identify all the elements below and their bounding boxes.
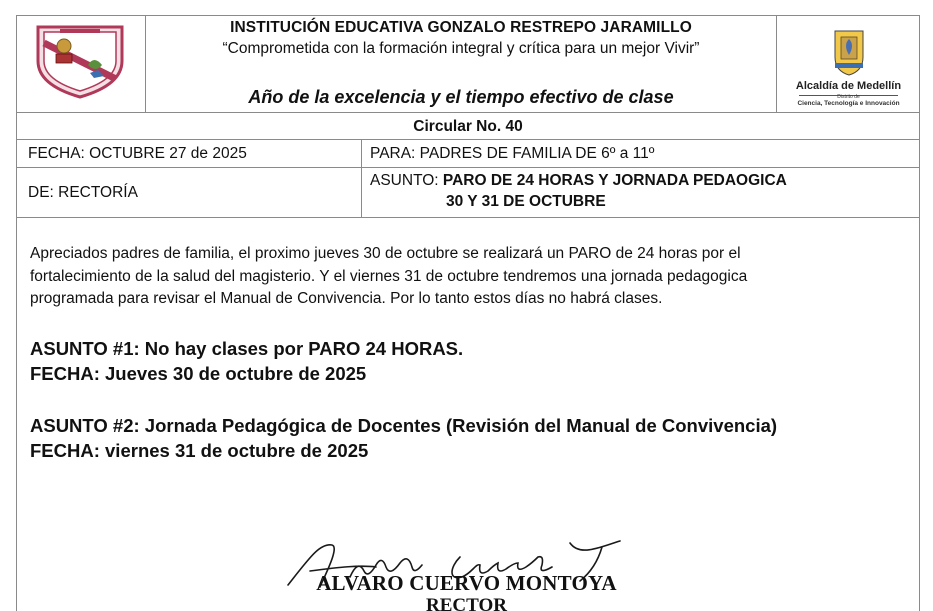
asunto-text-1: PARO DE 24 HORAS Y JORNADA PEDAOGICA [442, 172, 787, 189]
alcaldia-subtitle-2: Ciencia, Tecnología e Innovación [797, 100, 900, 107]
letterhead-title [146, 15, 777, 113]
asunto-2-block [30, 413, 777, 463]
body-paragraph [30, 243, 890, 311]
alcaldia-logo-cell [777, 15, 920, 113]
signer-name: ALVARO CUERVO MONTOYA [316, 571, 617, 595]
asunto-2-title: ASUNTO #2: Jornada Pedagógica de Docentes (Revisión del Manual de Convivencia) [30, 415, 778, 436]
paragraph-line-3: programada para revisar el Manual de Convivencia. Por lo tanto estos días no habrá clases. [30, 290, 663, 307]
signer-title: RECTOR [426, 595, 507, 611]
school-shield-logo [30, 21, 130, 101]
fecha-para-row [16, 140, 920, 168]
asunto-2-date: FECHA: viernes 31 de octubre de 2025 [30, 440, 369, 461]
school-logo-cell [16, 15, 146, 113]
alcaldia-shield-icon [831, 27, 867, 77]
circular-number: Circular No. 40 [16, 113, 920, 140]
asunto-1-date: FECHA: Jueves 30 de octubre de 2025 [30, 363, 367, 384]
de-cell: DE: RECTORÍA [16, 168, 362, 217]
paragraph-line-2: fortalecimiento de la salud del magisterio. Y el viernes 31 de octubre tendremos una jornada pedagogica [30, 267, 748, 285]
alcaldia-name: Alcaldía de Medellín [795, 80, 902, 92]
asunto-1-block [30, 336, 463, 386]
letterhead [16, 15, 920, 113]
asunto-line-1 [370, 172, 787, 190]
asunto-text-2: 30 Y 31 DE OCTUBRE [446, 193, 606, 210]
institution-motto: “Comprometida con la formación integral y crítica para un mejor Vivir” [222, 40, 700, 57]
asunto-cell [362, 168, 920, 217]
fecha-cell: FECHA: OCTUBRE 27 de 2025 [16, 140, 362, 167]
alcaldia-subtitle-1: Distrito de [837, 94, 860, 100]
de-asunto-row [16, 168, 920, 218]
para-cell: PARA: PADRES DE FAMILIA DE 6º a 11º [370, 145, 655, 162]
asunto-1-title: ASUNTO #1: No hay clases por PARO 24 HORAS. [30, 338, 464, 359]
asunto-prefix: ASUNTO: [370, 172, 443, 189]
paragraph-line-1: Apreciados padres de familia, el proximo jueves 30 de octubre se realizará un PARO de 24 horas por el [30, 245, 741, 262]
year-motto: Año de la excelencia y el tiempo efectivo de clase [248, 87, 674, 107]
institution-name: INSTITUCIÓN EDUCATIVA GONZALO RESTREPO JARAMILLO [230, 19, 692, 36]
